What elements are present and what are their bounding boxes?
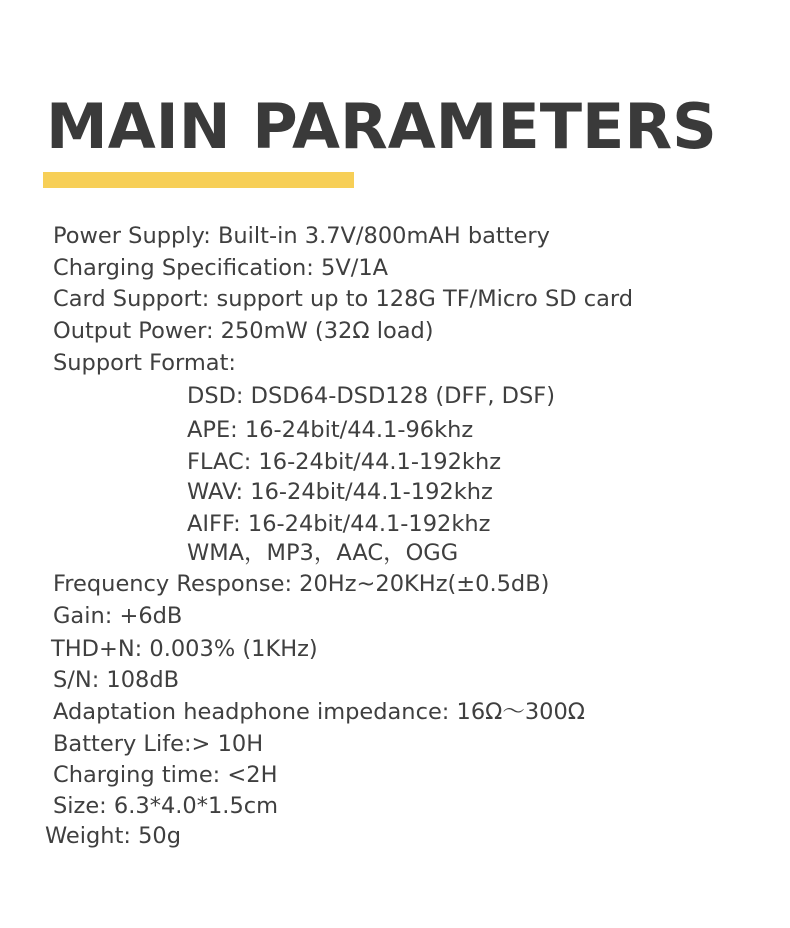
title-underline (43, 172, 354, 188)
format-flac: FLAC: 16-24bit/44.1-192khz (187, 449, 502, 475)
format-ape: APE: 16-24bit/44.1-96khz (187, 417, 474, 443)
format-wma-mp3-aac-ogg: WMA，MP3，AAC，OGG (187, 540, 459, 566)
format-aiff: AIFF: 16-24bit/44.1-192khz (187, 511, 491, 537)
format-wav: WAV: 16-24bit/44.1-192khz (187, 479, 493, 505)
spec-signal-noise: S/N: 108dB (53, 667, 180, 693)
param-card-support: Card Support: support up to 128G TF/Micro SD card (53, 286, 634, 312)
spec-gain: Gain: +6dB (53, 603, 183, 629)
spec-weight: Weight: 50g (45, 823, 182, 849)
param-power-supply: Power Supply: Built-in 3.7V/800mAH battery (53, 223, 550, 249)
param-charging-spec: Charging Specification: 5V/1A (53, 255, 389, 281)
param-output-power: Output Power: 250mW (32Ω load) (53, 318, 434, 344)
spec-frequency-response: Frequency Response: 20Hz~20KHz(±0.5dB) (53, 571, 550, 597)
spec-charging-time: Charging time: <2H (53, 762, 278, 788)
spec-size: Size: 6.3*4.0*1.5cm (53, 793, 279, 819)
page-title: MAIN PARAMETERS (46, 90, 717, 163)
spec-thd-n: THD+N: 0.003% (1KHz) (51, 636, 318, 662)
param-support-format: Support Format: (53, 350, 236, 376)
format-dsd: DSD: DSD64-DSD128 (DFF, DSF) (187, 383, 555, 409)
spec-headphone-impedance: Adaptation headphone impedance: 16Ω～300Ω (53, 699, 585, 725)
spec-battery-life: Battery Life:> 10H (53, 731, 264, 757)
